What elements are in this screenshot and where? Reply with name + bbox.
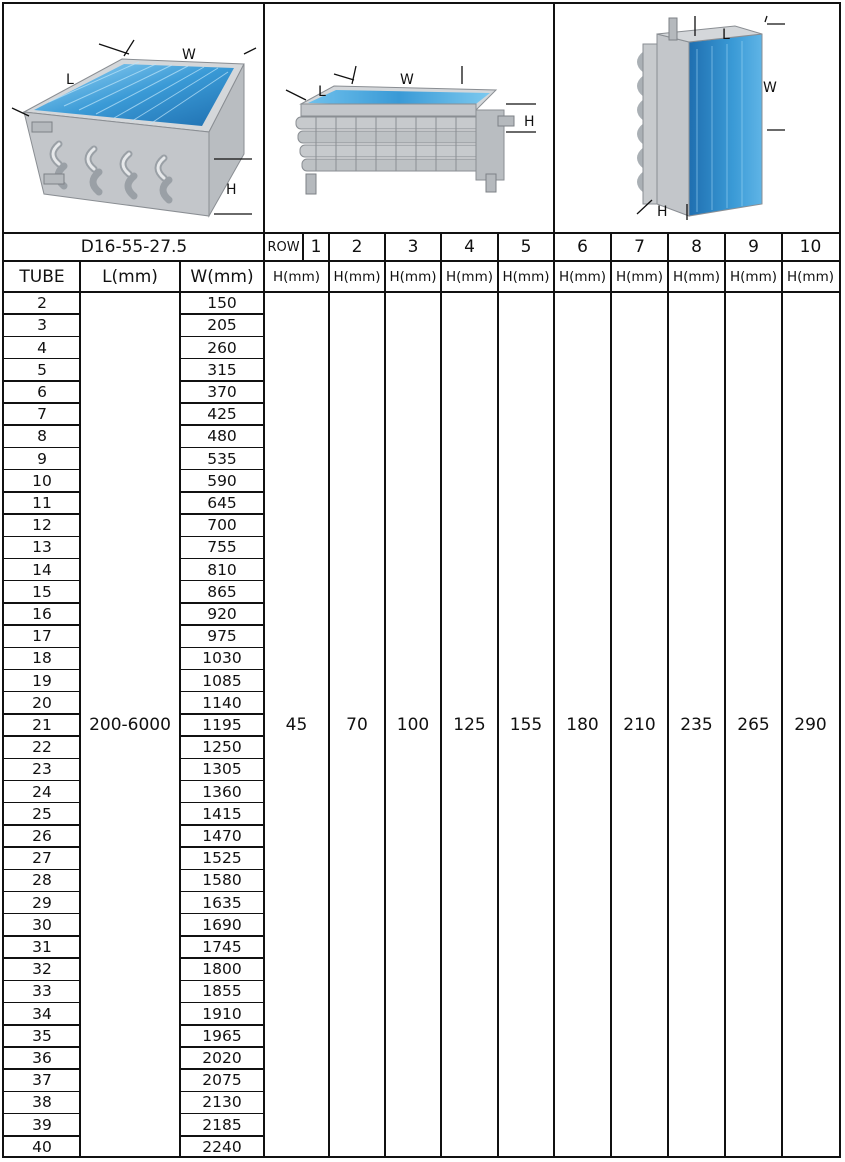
header-height: H(mm)	[502, 268, 550, 285]
tube-count: 10	[32, 471, 52, 490]
tube-count: 34	[32, 1004, 52, 1023]
tube-count: 17	[32, 627, 52, 646]
row-divider	[180, 624, 264, 626]
width-value: 2075	[202, 1071, 242, 1090]
row-number: 9	[748, 237, 759, 257]
row-divider	[4, 869, 80, 871]
dim-label-l: L	[66, 72, 74, 88]
width-value: 590	[207, 471, 237, 490]
col-divider	[179, 261, 181, 1158]
row-number: 4	[464, 237, 475, 257]
length-range: 200-6000	[89, 715, 171, 735]
width-value: 1745	[202, 938, 242, 957]
width-value: 1690	[202, 915, 242, 934]
row-divider	[4, 1068, 80, 1070]
width-value: 1195	[202, 715, 242, 734]
width-value: 1580	[202, 871, 242, 890]
tube-count: 20	[32, 693, 52, 712]
width-value: 2240	[202, 1137, 242, 1156]
row-divider	[4, 980, 80, 982]
row-divider	[180, 402, 264, 404]
row-divider	[4, 402, 80, 404]
tube-count: 9	[37, 449, 47, 468]
row-divider	[180, 1024, 264, 1026]
width-value: 425	[207, 405, 237, 424]
row-number: 1	[310, 237, 322, 257]
header-height: H(mm)	[730, 268, 777, 285]
row-divider	[180, 1068, 264, 1070]
coil-photo-1	[4, 4, 263, 232]
width-value: 1800	[202, 960, 242, 979]
row-divider	[4, 1002, 80, 1004]
tube-count: 8	[37, 427, 47, 446]
header-height: H(mm)	[616, 268, 663, 285]
row-divider	[180, 735, 264, 737]
row-divider	[180, 1046, 264, 1048]
tube-count: 15	[32, 582, 52, 601]
row-divider	[4, 1046, 80, 1048]
row-divider	[4, 602, 80, 604]
tube-count: 22	[32, 738, 52, 757]
width-value: 1415	[202, 804, 242, 823]
col-divider	[497, 233, 499, 1158]
width-value: 975	[207, 627, 237, 646]
row-divider	[180, 758, 264, 760]
header-length: L(mm)	[102, 266, 158, 287]
height-value: 125	[453, 715, 486, 735]
width-value: 1470	[202, 827, 242, 846]
tube-count: 28	[32, 871, 52, 890]
col-divider	[263, 4, 265, 1158]
tube-count: 5	[37, 360, 47, 379]
row-divider	[180, 491, 264, 493]
row-divider	[4, 447, 80, 449]
row-divider	[4, 1091, 80, 1093]
row-divider	[180, 780, 264, 782]
header-width: W(mm)	[190, 266, 254, 287]
tube-count: 4	[37, 338, 47, 357]
tube-count: 23	[32, 760, 52, 779]
row-divider	[4, 691, 80, 693]
col-divider	[724, 233, 726, 1158]
tube-count: 29	[32, 893, 52, 912]
row-divider	[4, 802, 80, 804]
row-divider	[180, 558, 264, 560]
row-divider	[180, 891, 264, 893]
width-value: 1085	[202, 671, 242, 690]
row-divider	[4, 558, 80, 560]
tube-count: 30	[32, 915, 52, 934]
width-value: 920	[207, 604, 237, 623]
row-divider	[4, 1135, 80, 1137]
dim-label-w: W	[182, 47, 196, 63]
row-divider	[180, 869, 264, 871]
row-divider	[180, 513, 264, 515]
width-value: 755	[207, 538, 237, 557]
row-divider	[180, 980, 264, 982]
width-value: 1140	[202, 693, 242, 712]
height-value: 180	[566, 715, 599, 735]
height-value: 45	[285, 715, 308, 735]
width-value: 1910	[202, 1004, 242, 1023]
row-label: ROW	[267, 239, 300, 255]
row-divider	[4, 580, 80, 582]
row-divider	[180, 424, 264, 426]
row-divider	[180, 1135, 264, 1137]
row-divider	[4, 313, 80, 315]
col-divider	[553, 4, 555, 1158]
row-divider	[180, 802, 264, 804]
row-divider	[180, 691, 264, 693]
row-divider	[180, 669, 264, 671]
tube-count: 39	[32, 1115, 52, 1134]
tube-count: 25	[32, 804, 52, 823]
width-value: 535	[207, 449, 237, 468]
row-divider	[180, 846, 264, 848]
row-divider	[180, 380, 264, 382]
row-divider	[180, 824, 264, 826]
row-divider	[4, 735, 80, 737]
width-value: 370	[207, 382, 237, 401]
dim-label-w-3: W	[763, 80, 777, 96]
header-height: H(mm)	[389, 268, 437, 285]
row-number: 8	[691, 237, 702, 257]
row-divider	[180, 647, 264, 649]
row-divider	[180, 913, 264, 915]
row-divider	[180, 935, 264, 937]
row-number: 10	[799, 237, 822, 257]
row-divider	[4, 491, 80, 493]
row-divider	[4, 669, 80, 671]
dim-label-h-2: H	[524, 114, 535, 130]
tube-count: 6	[37, 382, 47, 401]
row-divider	[180, 536, 264, 538]
row-divider	[4, 424, 80, 426]
row-divider	[180, 602, 264, 604]
row-divider	[4, 780, 80, 782]
row-divider	[4, 1113, 80, 1115]
header-tube: TUBE	[19, 266, 65, 287]
row-divider	[180, 957, 264, 959]
width-value: 2020	[202, 1049, 242, 1068]
width-value: 1525	[202, 849, 242, 868]
width-value: 1305	[202, 760, 242, 779]
tube-count: 7	[37, 405, 47, 424]
tube-count: 16	[32, 604, 52, 623]
header-bottom-line	[4, 291, 841, 293]
width-value: 700	[207, 516, 237, 535]
header-height: H(mm)	[446, 268, 493, 285]
row-divider	[4, 358, 80, 360]
row-divider	[4, 624, 80, 626]
tube-count: 40	[32, 1137, 52, 1156]
row-number: 5	[520, 237, 532, 257]
dim-label-h: H	[226, 182, 237, 198]
tube-count: 32	[32, 960, 52, 979]
width-value: 480	[207, 427, 237, 446]
height-value: 290	[794, 715, 827, 735]
tube-count: 38	[32, 1093, 52, 1112]
row-divider	[4, 469, 80, 471]
row-number: 6	[577, 237, 588, 257]
height-value: 235	[680, 715, 713, 735]
tube-count: 24	[32, 782, 52, 801]
table-top-line	[4, 232, 841, 234]
width-value: 205	[207, 316, 237, 335]
row-number: 3	[407, 237, 419, 257]
height-value: 100	[396, 715, 430, 735]
dim-label-l-2: L	[318, 84, 326, 100]
header-height: H(mm)	[273, 268, 320, 285]
dim-label-h-3: H	[657, 204, 668, 220]
height-value: 210	[623, 715, 656, 735]
row-divider	[4, 713, 80, 715]
row-divider	[4, 647, 80, 649]
col-divider	[328, 233, 330, 1158]
width-value: 260	[207, 338, 237, 357]
width-value: 150	[207, 294, 237, 313]
header-divider	[4, 260, 841, 262]
row-number: 7	[634, 237, 645, 257]
tube-count: 27	[32, 849, 52, 868]
tube-count: 2	[37, 294, 47, 313]
tube-count: 31	[32, 938, 52, 957]
tube-count: 19	[32, 671, 52, 690]
tube-count: 14	[32, 560, 52, 579]
model-code: D16-55-27.5	[80, 237, 188, 257]
row-divider	[180, 447, 264, 449]
height-value: 265	[737, 715, 770, 735]
width-value: 315	[207, 360, 237, 379]
tube-count: 26	[32, 827, 52, 846]
height-value: 155	[509, 715, 543, 735]
row-divider	[4, 536, 80, 538]
row-number: 2	[351, 237, 363, 257]
header-height: H(mm)	[559, 268, 606, 285]
row-divider	[4, 824, 80, 826]
row-divider	[4, 758, 80, 760]
row-divider	[180, 336, 264, 338]
tube-count: 12	[32, 516, 52, 535]
tube-count: 37	[32, 1071, 52, 1090]
width-value: 2130	[202, 1093, 242, 1112]
dim-label-l-3: L	[722, 27, 730, 43]
col-divider	[440, 233, 442, 1158]
tube-count: 11	[32, 493, 52, 512]
width-value: 1250	[202, 738, 242, 757]
header-height: H(mm)	[673, 268, 720, 285]
width-value: 2185	[202, 1115, 242, 1134]
tube-count: 21	[32, 715, 52, 734]
col-divider	[384, 233, 386, 1158]
row-divider	[180, 469, 264, 471]
width-value: 1855	[202, 982, 242, 1001]
coil-photo-3	[557, 4, 841, 232]
height-value: 70	[346, 715, 368, 735]
row-divider	[4, 380, 80, 382]
row-divider	[180, 358, 264, 360]
row-divider	[180, 1113, 264, 1115]
width-value: 1030	[202, 649, 242, 668]
row-divider	[180, 313, 264, 315]
tube-count: 3	[37, 316, 47, 335]
col-divider	[781, 233, 783, 1158]
tube-count: 18	[32, 649, 52, 668]
row-divider	[180, 1091, 264, 1093]
width-value: 1965	[202, 1026, 242, 1045]
width-value: 645	[207, 493, 237, 512]
row-divider	[4, 935, 80, 937]
col-divider	[610, 233, 612, 1158]
tube-count: 33	[32, 982, 52, 1001]
row-divider	[4, 957, 80, 959]
col-divider	[79, 261, 81, 1158]
width-value: 1635	[202, 893, 242, 912]
col-divider	[667, 233, 669, 1158]
col-divider	[302, 233, 304, 261]
dim-label-w-2: W	[400, 72, 414, 88]
row-divider	[4, 913, 80, 915]
width-value: 865	[207, 582, 237, 601]
tube-count: 36	[32, 1049, 52, 1068]
width-value: 810	[207, 560, 237, 579]
tube-count: 13	[32, 538, 52, 557]
tube-count: 35	[32, 1026, 52, 1045]
row-divider	[180, 1002, 264, 1004]
header-height: H(mm)	[787, 268, 834, 285]
header-height: H(mm)	[333, 268, 381, 285]
coil-photo-2	[266, 4, 554, 232]
row-divider	[4, 336, 80, 338]
row-divider	[4, 513, 80, 515]
row-divider	[4, 1024, 80, 1026]
width-value: 1360	[202, 782, 242, 801]
row-divider	[180, 713, 264, 715]
row-divider	[4, 891, 80, 893]
row-divider	[180, 580, 264, 582]
row-divider	[4, 846, 80, 848]
